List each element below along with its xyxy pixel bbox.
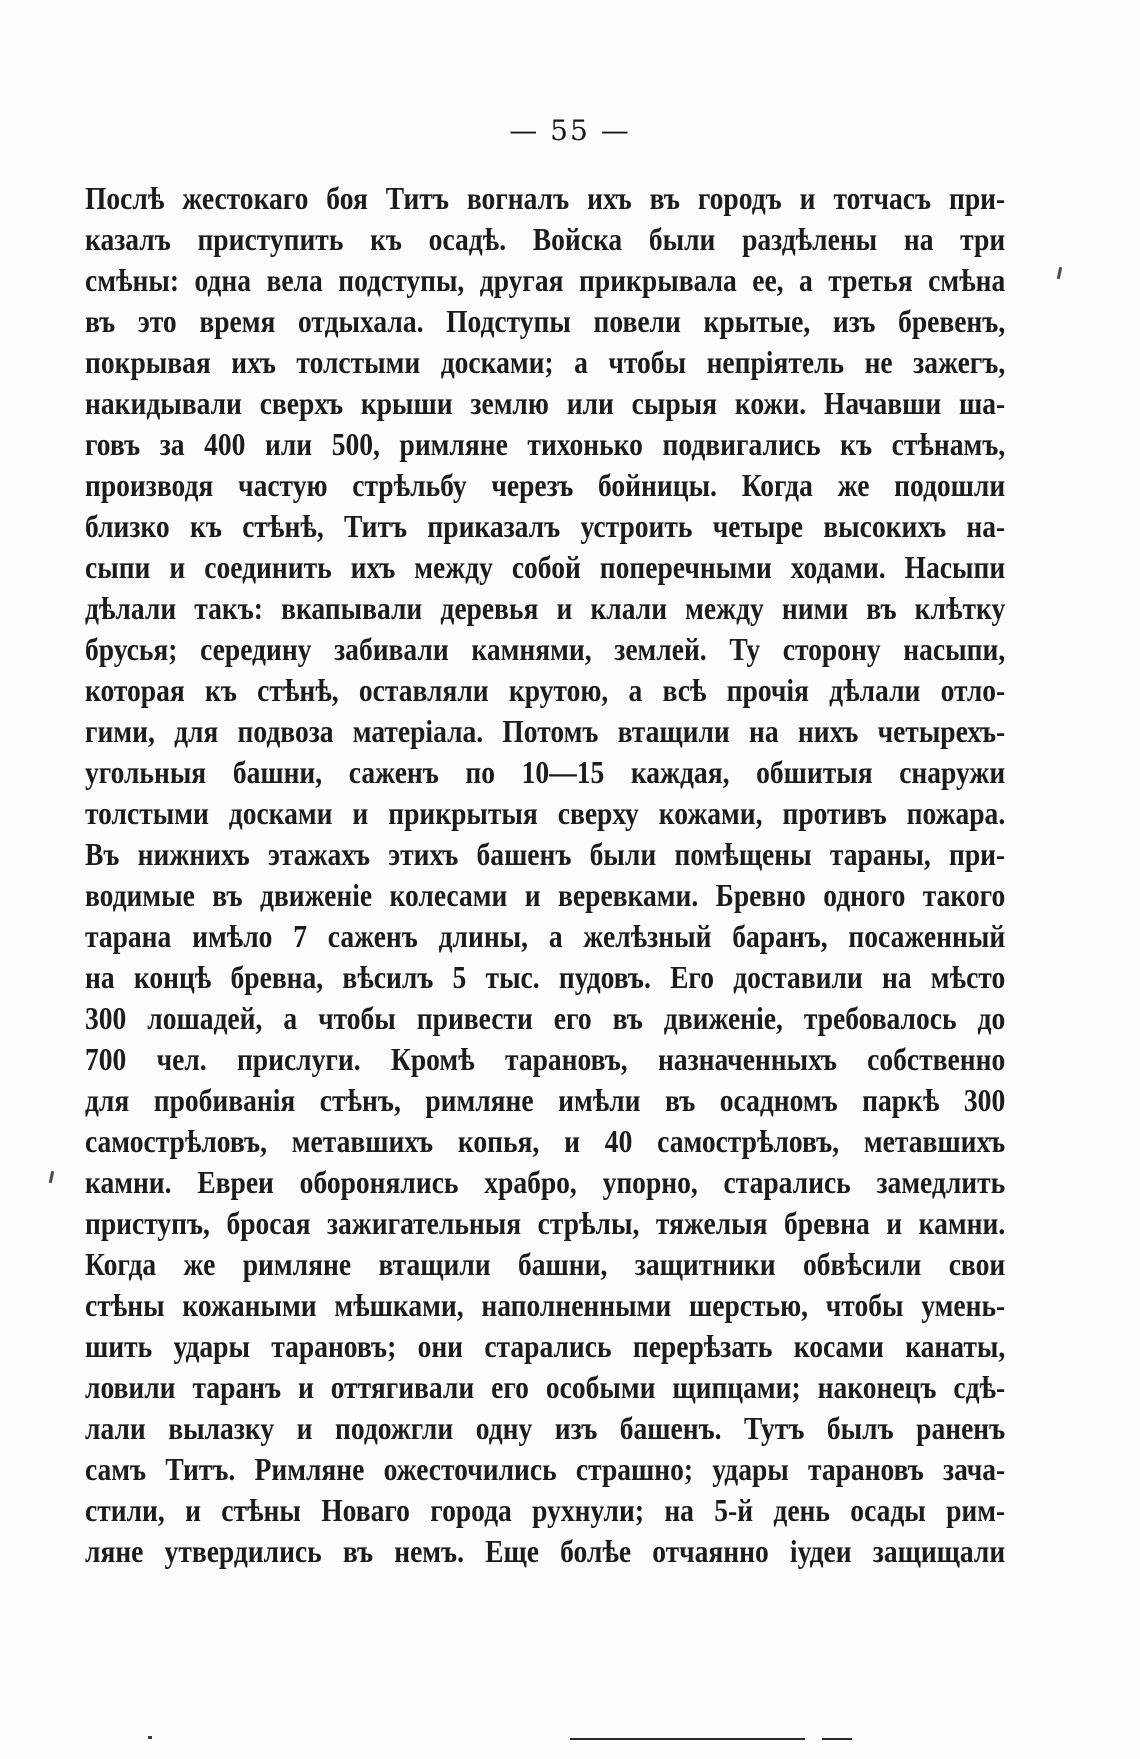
text-line: самъ Титъ. Римляне ожесточились страшно; удары тарановъ зача- [85, 1451, 1006, 1487]
text-line: для пробиванія стѣнъ, римляне имѣли въ осадномъ паркѣ 300 [85, 1082, 1006, 1118]
scan-mark [1057, 267, 1062, 279]
scan-mark [49, 1171, 54, 1183]
text-line: 700 чел. прислуги. Кромѣ тарановъ, назначенныхъ собственно [85, 1041, 1006, 1077]
text-line: покрывая ихъ толстыми досками; а чтобы непріятель не зажегъ, [85, 344, 1006, 380]
text-line: брусья; середину забивали камнями, землей. Ту сторону насыпи, [85, 631, 1006, 667]
text-line: 300 лошадей, а чтобы привести его въ движеніе, требовалось до [85, 1000, 1006, 1036]
text-line: въ это время отдыхала. Подступы повели крытые, изъ бревенъ, [85, 303, 1006, 339]
text-line: говъ за 400 или 500, римляне тихонько подвигались къ стѣнамъ, [85, 426, 1006, 462]
text-line: на концѣ бревна, вѣсилъ 5 тыс. пудовъ. Его доставили на мѣсто [85, 959, 1006, 995]
footer-rule [570, 1738, 805, 1740]
text-line: производя частую стрѣльбу черезъ бойницы. Когда же подошли [85, 467, 1006, 503]
text-line: которая къ стѣнѣ, оставляли крутою, а всѣ прочія дѣлали отло- [85, 672, 1006, 708]
text-line: тарана имѣло 7 саженъ длины, а желѣзный баранъ, посаженный [85, 918, 1006, 954]
text-line: гими, для подвоза матеріала. Потомъ втащили на нихъ четырехъ- [85, 713, 1006, 749]
text-line: водимые въ движеніе колесами и веревками. Бревно одного такого [85, 877, 1006, 913]
footer-dot [148, 1736, 152, 1739]
page-number: — 55 — [509, 114, 631, 147]
text-line: лали вылазку и подожгли одну изъ башенъ. Тутъ былъ раненъ [85, 1410, 1006, 1446]
text-line: камни. Евреи оборонялись храбро, упорно, старались замедлить [85, 1164, 1006, 1200]
text-line: близко къ стѣнѣ, Титъ приказалъ устроить четыре высокихъ на- [85, 508, 1006, 544]
text-line: ляне утвердились въ немъ. Еще болѣе отчаянно іудеи защищали [85, 1533, 1006, 1569]
text-line: шить удары тарановъ; они старались перерѣзать косами канаты, [85, 1328, 1006, 1364]
text-line: толстыми досками и прикрытыя сверху кожами, противъ пожара. [85, 795, 1006, 831]
text-line: Въ нижнихъ этажахъ этихъ башенъ были помѣщены тараны, при- [85, 836, 1006, 872]
text-line: смѣны: одна вела подступы, другая прикрывала ее, а третья смѣна [85, 262, 1006, 298]
text-line: Послѣ жестокаго боя Титъ вогналъ ихъ въ городъ и тотчасъ при- [85, 180, 1006, 216]
text-line: угольныя башни, саженъ по 10—15 каждая, обшитыя снаружи [85, 754, 1006, 790]
text-line: сыпи и соединить ихъ между собой поперечными ходами. Насыпи [85, 549, 1006, 585]
text-line: казалъ приступить къ осадѣ. Войска были раздѣлены на три [85, 221, 1006, 257]
text-line: Когда же римляне втащили башни, защитники обвѣсили свои [85, 1246, 1006, 1282]
text-line: самострѣловъ, метавшихъ копья, и 40 самострѣловъ, метавшихъ [85, 1123, 1006, 1159]
text-line: приступъ, бросая зажигательныя стрѣлы, тяжелыя бревна и камни. [85, 1205, 1006, 1241]
footer-rule [822, 1738, 852, 1740]
text-line: ловили таранъ и оттягивали его особыми щипцами; наконецъ сдѣ- [85, 1369, 1006, 1405]
text-line: стили, и стѣны Новаго города рухнули; на 5-й день осады рим- [85, 1492, 1006, 1528]
text-line: накидывали сверхъ крыши землю или сырыя кожи. Начавши ша- [85, 385, 1006, 421]
body-text [85, 178, 1005, 1572]
text-line: стѣны кожаными мѣшками, наполненными шерстью, чтобы умень- [85, 1287, 1006, 1323]
text-line: дѣлали такъ: вкапывали деревья и клали между ними въ клѣтку [85, 590, 1006, 626]
